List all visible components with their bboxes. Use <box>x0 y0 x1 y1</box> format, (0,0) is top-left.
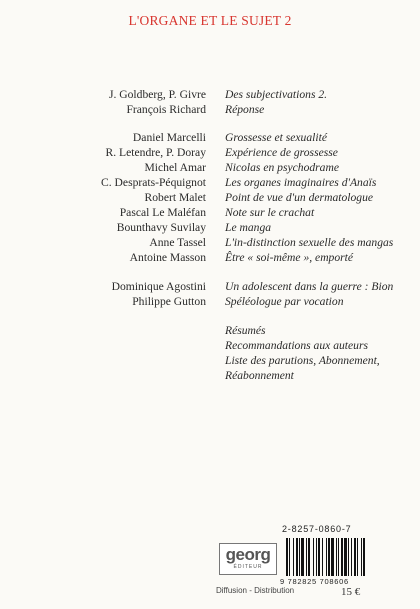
toc-work: Réponse <box>225 103 265 116</box>
barcode-bar <box>344 538 347 576</box>
toc-author: Bounthavy Suvilay <box>116 221 206 234</box>
barcode-bar <box>289 538 290 576</box>
publisher-logo <box>219 543 277 575</box>
toc-work: Les organes imaginaires d'Anaïs <box>225 176 377 189</box>
toc-entry <box>0 130 420 145</box>
barcode-bar <box>351 538 352 576</box>
toc-author: Dominique Agostini <box>111 280 206 293</box>
barcode-bar <box>354 538 356 576</box>
toc-work: Le manga <box>225 221 272 234</box>
barcode-bar <box>328 538 330 576</box>
toc-entry <box>0 145 420 160</box>
toc-entry <box>0 175 420 190</box>
barcode-bar <box>299 538 300 576</box>
barcode-bar <box>286 538 288 576</box>
toc-author: Michel Amar <box>144 161 206 174</box>
toc-work: Des subjectivations 2. <box>225 88 328 101</box>
barcode-bar <box>336 538 337 576</box>
toc-author: C. Desprats-Péquignot <box>101 176 206 189</box>
book-series-title: L'ORGANE ET LE SUJET 2 <box>128 13 292 28</box>
toc-work: Spéléologue par vocation <box>225 295 344 308</box>
toc-extra: Résumés <box>225 324 266 337</box>
distribution-label: Diffusion - Distribution <box>216 586 295 595</box>
isbn: 2-8257-0860-7 <box>282 524 352 534</box>
toc-entry <box>0 220 420 235</box>
toc-work: Nicolas en psychodrame <box>225 161 339 174</box>
toc-author: Anne Tassel <box>149 236 206 249</box>
toc-work: Note sur le crachat <box>225 206 315 219</box>
barcode-bar <box>331 538 334 576</box>
barcode-bar <box>313 538 314 576</box>
toc-entry <box>0 87 420 102</box>
toc-work: Point de vue d'un dermatologue <box>225 191 374 204</box>
publisher-logo-name: georg <box>225 545 271 564</box>
toc-work: Grossesse et sexualité <box>225 131 327 144</box>
toc-author: Antoine Masson <box>129 251 206 264</box>
barcode-bar <box>357 538 358 576</box>
barcode-bar <box>361 538 362 576</box>
toc-entry <box>0 205 420 220</box>
barcode-bar <box>316 538 317 576</box>
toc-author: Daniel Marcelli <box>132 131 206 144</box>
toc-author: J. Goldberg, P. Givre <box>108 88 206 101</box>
toc-author: François Richard <box>126 103 206 116</box>
barcode-bar <box>308 538 310 576</box>
toc-entry <box>0 279 420 294</box>
barcode-bar <box>301 538 304 576</box>
toc-author: Philippe Gutton <box>132 295 206 308</box>
barcode-bar <box>348 538 349 576</box>
toc-author: R. Letendre, P. Doray <box>105 146 206 159</box>
barcode-bar <box>341 538 343 576</box>
toc-work: L'in-distinction sexuelle des mangas <box>225 236 394 249</box>
toc-entry <box>0 190 420 205</box>
toc-work: Être « soi-même », emporté <box>225 251 354 264</box>
toc-entry <box>0 160 420 175</box>
barcode-bar <box>296 538 298 576</box>
barcode-bar <box>322 538 323 576</box>
barcode-bar <box>318 538 320 576</box>
publisher-logo-sub: ÉDITEUR <box>233 564 263 570</box>
barcode-bar <box>293 538 294 576</box>
toc-extra: Recommandations aux auteurs <box>225 339 368 352</box>
barcode-bar <box>306 538 307 576</box>
barcode-bar <box>338 538 339 576</box>
barcode-bar <box>363 538 365 576</box>
toc-entry <box>0 294 420 309</box>
toc-entry <box>0 235 420 250</box>
toc-work: Un adolescent dans la guerre : Bion <box>225 280 394 293</box>
toc-extra: Réabonnement <box>225 369 294 382</box>
price: 15 € <box>341 586 361 598</box>
barcode-digits: 9 782825 708606 <box>280 577 349 586</box>
barcode-bar <box>326 538 327 576</box>
toc-author: Robert Malet <box>144 191 206 204</box>
toc-entry <box>0 250 420 265</box>
barcode <box>284 538 394 576</box>
toc-entry <box>0 102 420 117</box>
toc-author: Pascal Le Maléfan <box>119 206 206 219</box>
toc-work: Expérience de grossesse <box>225 146 338 159</box>
toc-extra: Liste des parutions, Abonnement, <box>225 354 380 367</box>
